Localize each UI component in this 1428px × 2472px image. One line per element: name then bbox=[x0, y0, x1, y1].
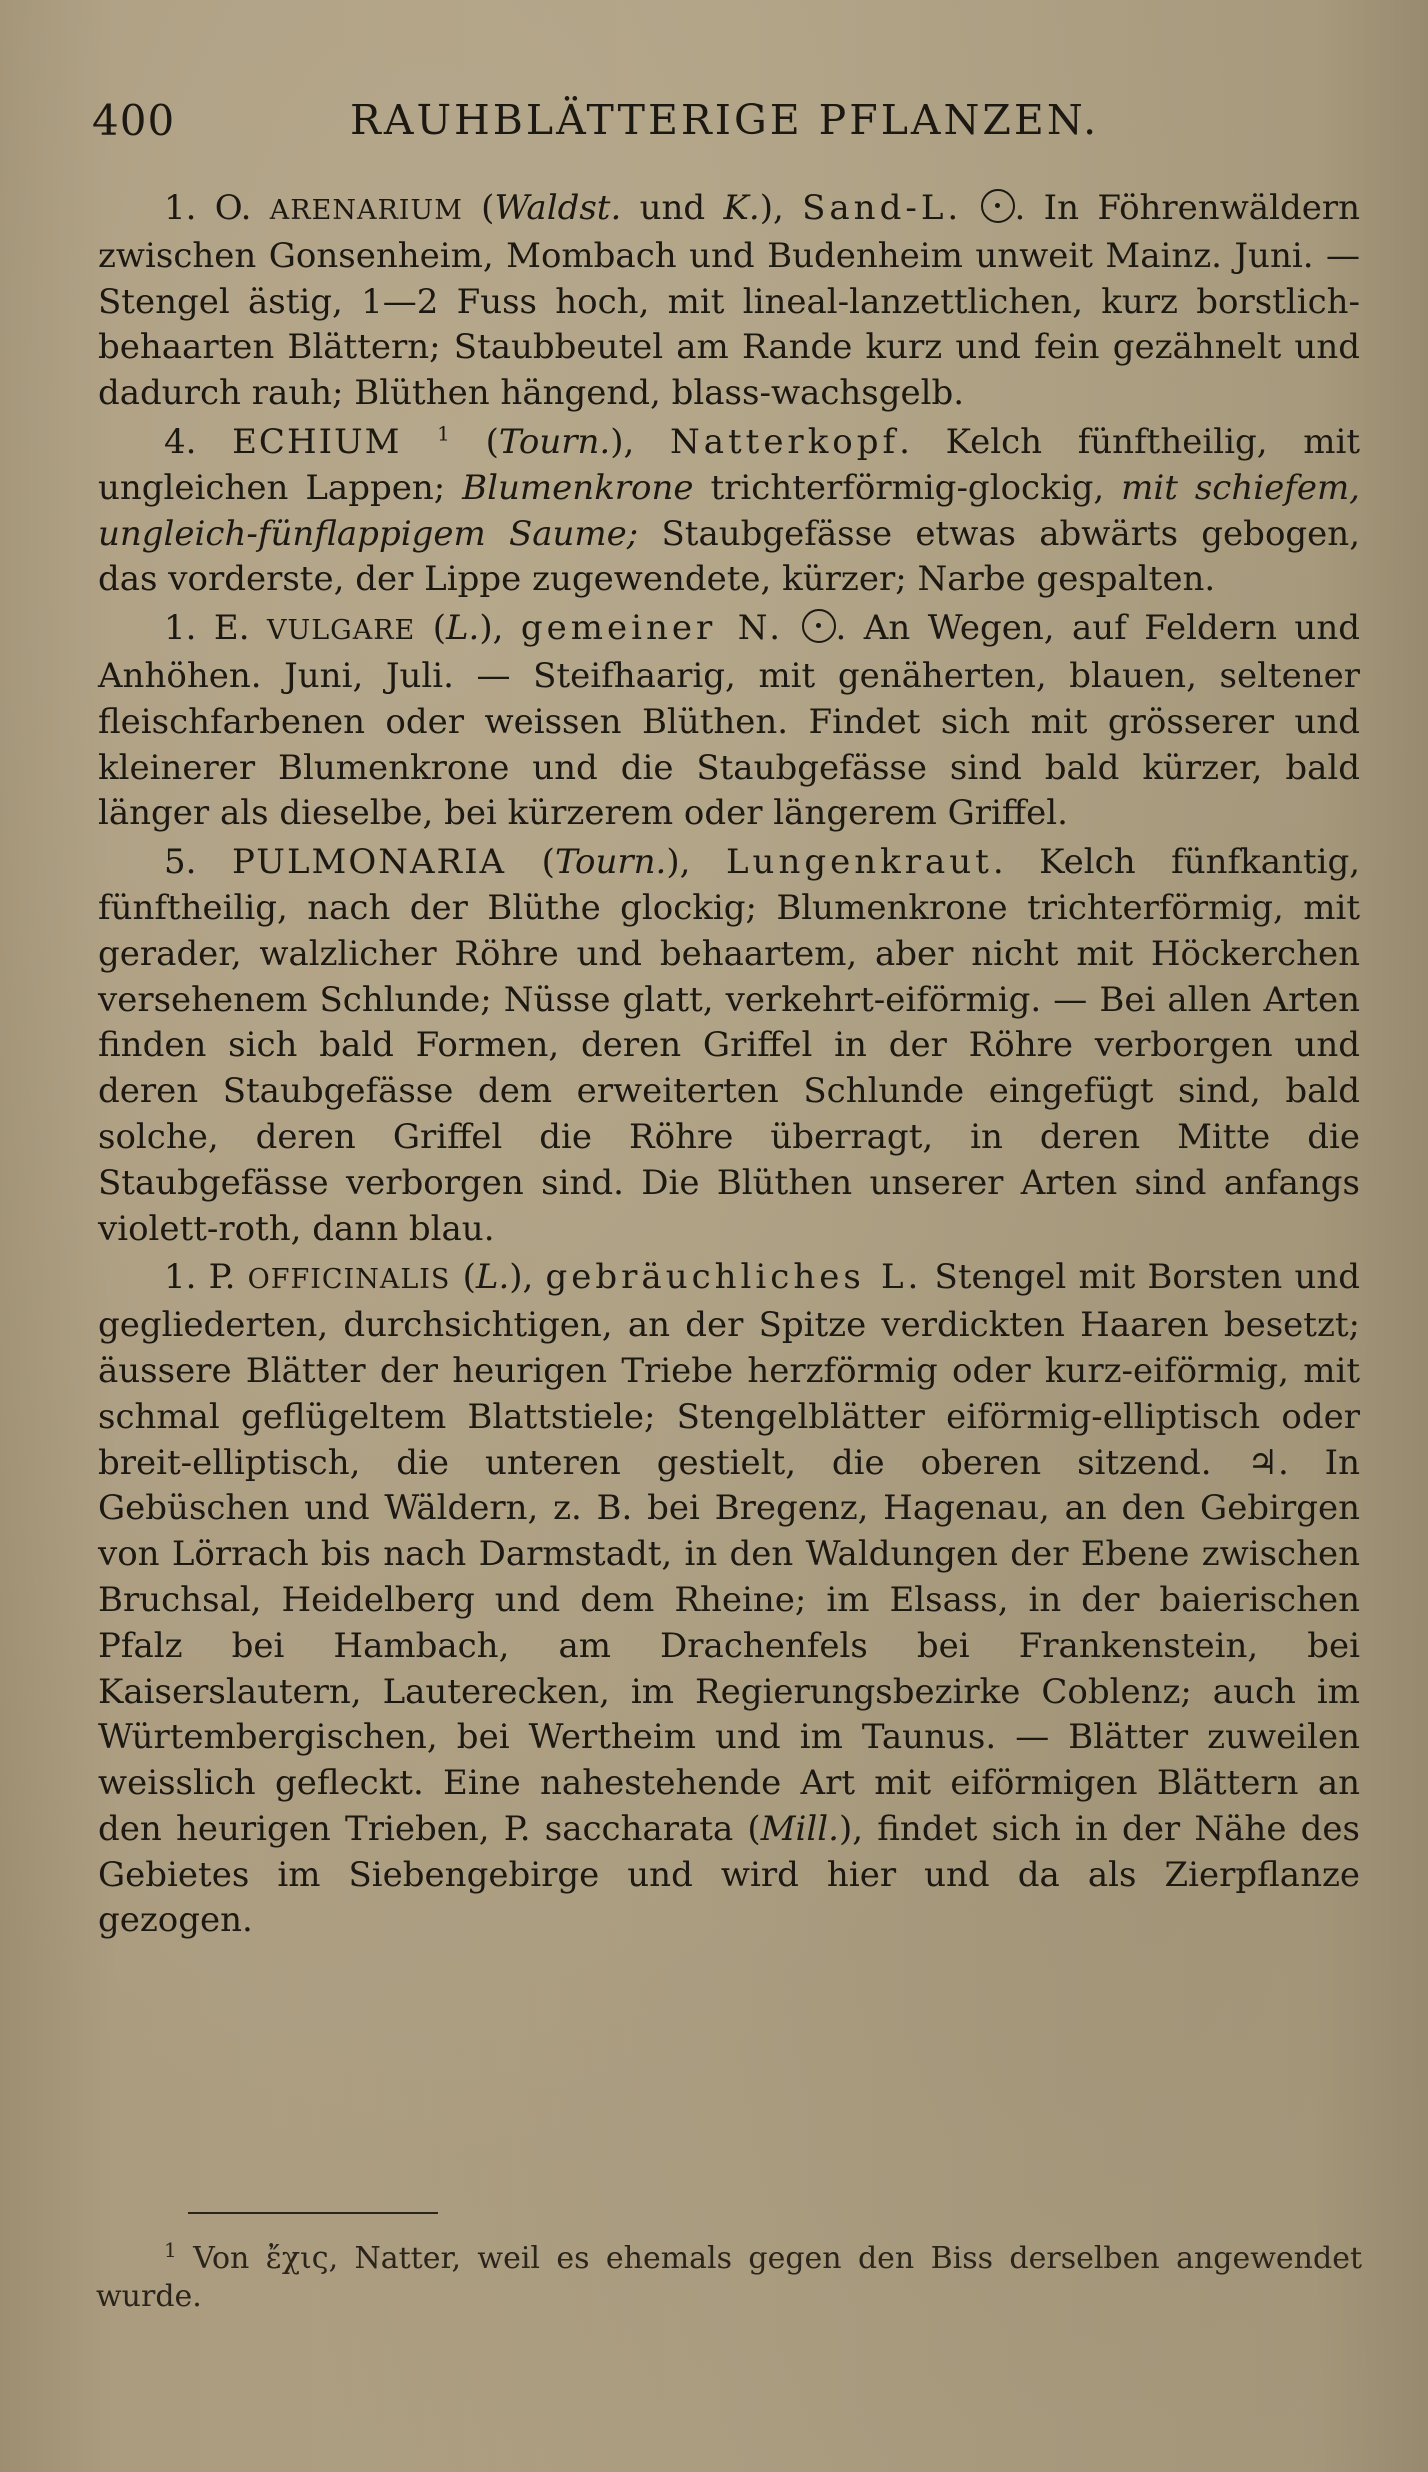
species-name: OFFICINALIS bbox=[247, 1264, 451, 1296]
description: Staubgefässe etwas abwärts gebogen, das vorderste, der Lippe zugewendete, kürzer; Narbe gespalten. bbox=[98, 513, 1361, 600]
punct: ( bbox=[462, 188, 495, 228]
author-name: L. bbox=[445, 608, 480, 649]
description: . An Wegen, auf Feldern und Anhöhen. Juni, Juli. — Steifhaarig, mit genäherten, blauen, seltener fleischfarbenen oder weissen Blüthen. Findet sich mit grösserer und kleinerer Blumenkrone und die Staubgefässe sind bald kürzer, bald länger als dieselbe, bei kürzerem oder längerem Griffel. bbox=[98, 608, 1360, 834]
author-name: Tourn. bbox=[498, 421, 611, 462]
annual-icon bbox=[802, 609, 836, 643]
description: . In Föhrenwäldern zwischen Gonsenheim, Mombach und Budenheim unweit Mainz. Juni. — Stengel ästig, 1—2 Fuss hoch, mit lineal-lanzettlichen, kurz borstlich-behaarten Blättern; Staubbeutel am Rande kurz und fein gezähnelt und dadurch rauh; Blüthen hängend, blass-wachsgelb. bbox=[98, 188, 1360, 414]
common-name: gemeiner N. bbox=[520, 608, 785, 649]
author-name: K. bbox=[723, 188, 760, 228]
conjunction: und bbox=[621, 188, 724, 228]
author-name: Mill. bbox=[760, 1808, 839, 1849]
punct: ( bbox=[415, 608, 446, 649]
italic-text: Blumenkrone bbox=[462, 467, 694, 508]
genus-echium bbox=[98, 420, 1360, 603]
description: ), findet sich in der Nähe des Gebietes im Siebengebirge und wird hier und da als Zierpflanze gezogen. bbox=[98, 1808, 1360, 1941]
entry-o-arenarium bbox=[98, 186, 1360, 417]
page-number: 400 bbox=[92, 96, 176, 145]
footnote-divider bbox=[188, 2212, 438, 2214]
entry-number: 1. O. bbox=[164, 188, 270, 228]
punct: ( bbox=[449, 421, 499, 462]
description: . Kelch fünftheilig, mit ungleichen Lappen; bbox=[98, 421, 1360, 508]
punct: ( bbox=[506, 842, 555, 883]
species-name: VULGARE bbox=[266, 615, 416, 647]
description: . Kelch fünfkantig, fünftheilig, nach der Blüthe glockig; Blumenkrone trichterförmig, mit gerader, walzlicher Röhre und behaartem, aber nicht mit Höckerchen versehenem Schlunde; Nüsse glatt, verkehrt-eiförmig. — Bei allen Arten finden sich bald Formen, deren Griffel in der Röhre verborgen und deren Staubgefässe dem erweiterten Schlunde eingefügt sind, bald solche, deren Griffel die Röhre überragt, in deren Mitte die Staubgefässe verborgen sind. Die Blüthen unserer Arten sind anfangs violett-roth, dann blau. bbox=[98, 842, 1361, 1249]
entry-e-vulgare bbox=[98, 606, 1360, 837]
genus-pulmonaria bbox=[98, 840, 1360, 1252]
punct: ), bbox=[759, 188, 803, 228]
footnote-ref: 1 bbox=[437, 421, 450, 446]
common-name: Lungenkraut bbox=[725, 842, 993, 883]
punct: ), bbox=[479, 608, 521, 649]
common-name: Natterkopf bbox=[669, 421, 900, 462]
description: . In Gebüschen und Wäldern, z. B. bei Bregenz, Hagenau, an den Gebirgen von Lörrach bis nach Darmstadt, in den Waldungen der Ebene zwischen Bruchsal, Heidelberg und dem Rheine; im Elsass, in der baierischen Pfalz bei Hambach, am Drachenfels bei Frankenstein, bei Kaiserslautern, Lauterecken, im Regierungsbezirke Coblenz; auch im Würtembergischen, bei Wertheim und im Taunus. — Blätter zuweilen weisslich gefleckt. Eine nahestehende Art mit eiförmigen Blättern an den heurigen Trieben, P. saccharata ( bbox=[98, 1442, 1360, 1849]
entry-number: 1. P. bbox=[164, 1257, 248, 1298]
genus-name: ECHIUM bbox=[232, 421, 402, 462]
punct: ( bbox=[450, 1257, 476, 1298]
species-name: ARENARIUM bbox=[269, 195, 463, 226]
genus-name: PULMONARIA bbox=[232, 842, 507, 883]
running-title: RAUHBLÄTTERIGE PFLANZEN. bbox=[350, 96, 1100, 144]
author-name: Tourn. bbox=[554, 842, 667, 883]
common-name: gebräuchliches L. bbox=[545, 1257, 923, 1298]
author-name: L. bbox=[475, 1257, 510, 1298]
perennial-icon: ♃ bbox=[1247, 1442, 1278, 1483]
entry-p-officinalis bbox=[98, 1255, 1360, 1944]
page-header bbox=[92, 96, 1342, 156]
punct: ), bbox=[610, 421, 670, 462]
description: Stengel mit Borsten und gegliederten, durchsichtigen, an der Spitze verdickten Haaren besetzt; äussere Blätter der heurigen Triebe herzförmig oder kurz-eiförmig, mit schmal geflügeltem Blattstiele; Stengelblätter eiförmig-elliptisch oder breit-elliptisch, die unteren gestielt, die oberen sitzend. bbox=[98, 1257, 1361, 1483]
body-text bbox=[98, 186, 1360, 1947]
footnote-text: Von ἔχις, Natter, weil es ehemals gegen den Biss derselben angewendet wurde. bbox=[96, 2241, 1362, 2314]
author-name: Waldst. bbox=[494, 188, 622, 228]
italic-text: mit schiefem, ungleich-fünflappigem Saume; bbox=[98, 467, 1360, 554]
punct: ), bbox=[666, 842, 726, 883]
footnote bbox=[96, 2240, 1362, 2316]
common-name: Sand-L. bbox=[802, 188, 963, 228]
entry-number: 5. bbox=[164, 842, 233, 883]
footnote-marker: 1 bbox=[164, 2238, 177, 2262]
description: trichterförmig-glockig, bbox=[693, 467, 1122, 508]
annual-icon bbox=[981, 189, 1015, 223]
punct: ), bbox=[509, 1257, 546, 1298]
entry-number: 1. E. bbox=[164, 608, 267, 649]
entry-number: 4. bbox=[164, 421, 233, 462]
